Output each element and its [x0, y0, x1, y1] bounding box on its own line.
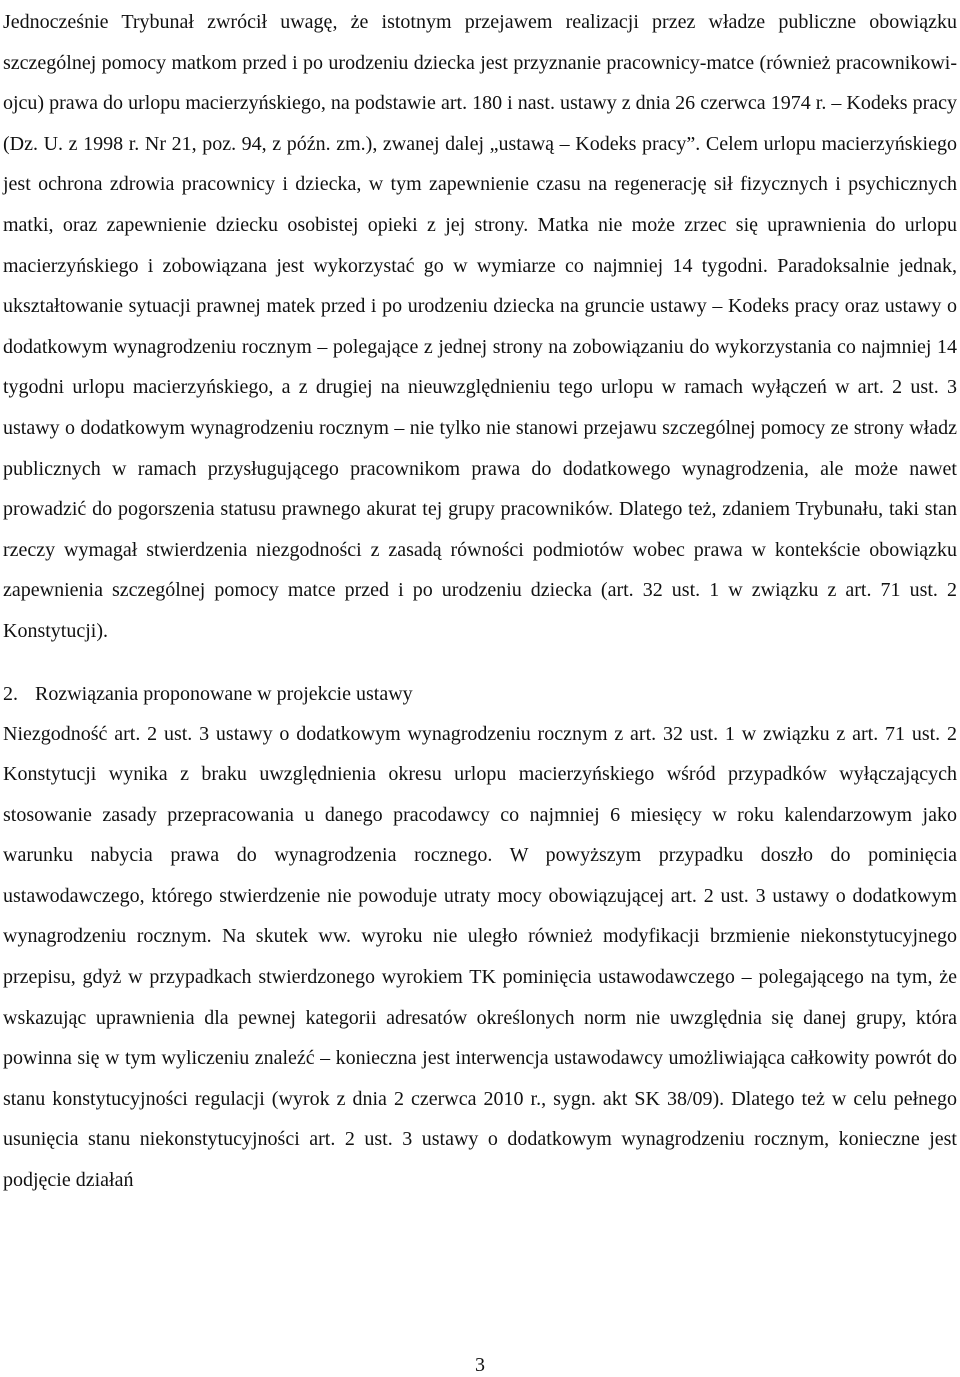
paragraph-tribunal-ruling: Jednocześnie Trybunał zwrócił uwagę, że istotnym przejawem realizacji przez władze publiczne obowiązku szczególnej pomocy matkom przed i po urodzeniu dziecka jest przyznanie pracownicy-matce (również pracownikowi-ojcu) prawa do urlopu macierzyńskiego, na podstawie art. 180 i nast. ustawy z dnia 26 czerwca 1974 r. – Kodeks pracy (Dz. U. z 1998 r. Nr 21, poz. 94, z późn. zm.), zwanej dalej „ustawą – Kodeks pracy”. Celem urlopu macierzyńskiego jest ochrona zdrowia pracownicy i dziecka, w tym zapewnienie czasu na regenerację sił fizycznych i psychicznych matki, oraz zapewnienie dziecku osobistej opieki z jej strony. Matka nie może zrzec się uprawnienia do urlopu macierzyńskiego i zobowiązana jest wykorzystać go w wymiarze co najmniej 14 tygodni. Paradoksalnie jednak, ukształtowanie sytuacji prawnej matek przed i po urodzeniu dziecka na gruncie ustawy – Kodeks pracy oraz ustawy o dodatkowym wynagrodzeniu rocznym – polegające z jednej strony na zobowiązaniu do wykorzystania co najmniej 14 tygodni urlopu macierzyńskiego, a z drugiej na nieuwzględnieniu tego urlopu w ramach wyłączeń w art. 2 ust. 3 ustawy o dodatkowym wynagrodzeniu rocznym – nie tylko nie stanowi przejawu szczególnej pomocy ze strony władz publicznych w ramach przysługującego pracownikom prawa do dodatkowego wynagrodzenia, ale może nawet prowadzić do pogorszenia statusu prawnego akurat tej grupy pracowników. Dlatego też, zdaniem Trybunału, taki stan rzeczy wymagał stwierdzenia niezgodności z zasadą równości podmiotów wobec prawa w kontekście obowiązku zapewnienia szczególnej pomocy matce przed i po urodzeniu dziecka (art. 32 ust. 1 w związku z art. 71 ust. 2 Konstytucji).	[3, 11, 957, 642]
document-page	[3, 0, 957, 1201]
section-heading	[3, 674, 957, 714]
section-number: 2.	[3, 682, 18, 705]
page-number: 3	[475, 1354, 485, 1376]
paragraph-proposed-solutions: Niezgodność art. 2 ust. 3 ustawy o dodatkowym wynagrodzeniu rocznym z art. 32 ust. 1 w związku z art. 71 ust. 2 Konstytucji wynika z braku uwzględnienia okresu urlopu macierzyńskiego wśród przypadków wyłączających stosowanie zasady przepracowania u danego pracodawcy co najmniej 6 miesięcy w roku kalendarzowym jako warunku nabycia prawa do wynagrodzenia rocznego. W powyższym przypadku doszło do pominięcia ustawodawczego, którego stwierdzenie nie powoduje utraty mocy obowiązującej art. 2 ust. 3 ustawy o dodatkowym wynagrodzeniu rocznym. Na skutek ww. wyroku nie uległo również modyfikacji brzmienie niekonstytucyjnego przepisu, gdyż w przypadkach stwierdzonego wyrokiem TK pominięcia ustawodawczego – polegającego na tym, że wskazując uprawnienia dla pewnej kategorii adresatów określonych norm nie uwzględnia się danej grupy, która powinna się w tym wyliczeniu znaleźć – konieczna jest interwencja ustawodawcy umożliwiająca całkowity powrót do stanu konstytucyjności regulacji (wyrok z dnia 2 czerwca 2010 r., sygn. akt SK 38/09). Dlatego też w celu pełnego usunięcia stanu niekonstytucyjności art. 2 ust. 3 ustawy o dodatkowym wynagrodzeniu rocznym, konieczne jest podjęcie działań	[3, 722, 957, 1192]
section-title: Rozwiązania proponowane w projekcie ustawy	[35, 682, 413, 705]
